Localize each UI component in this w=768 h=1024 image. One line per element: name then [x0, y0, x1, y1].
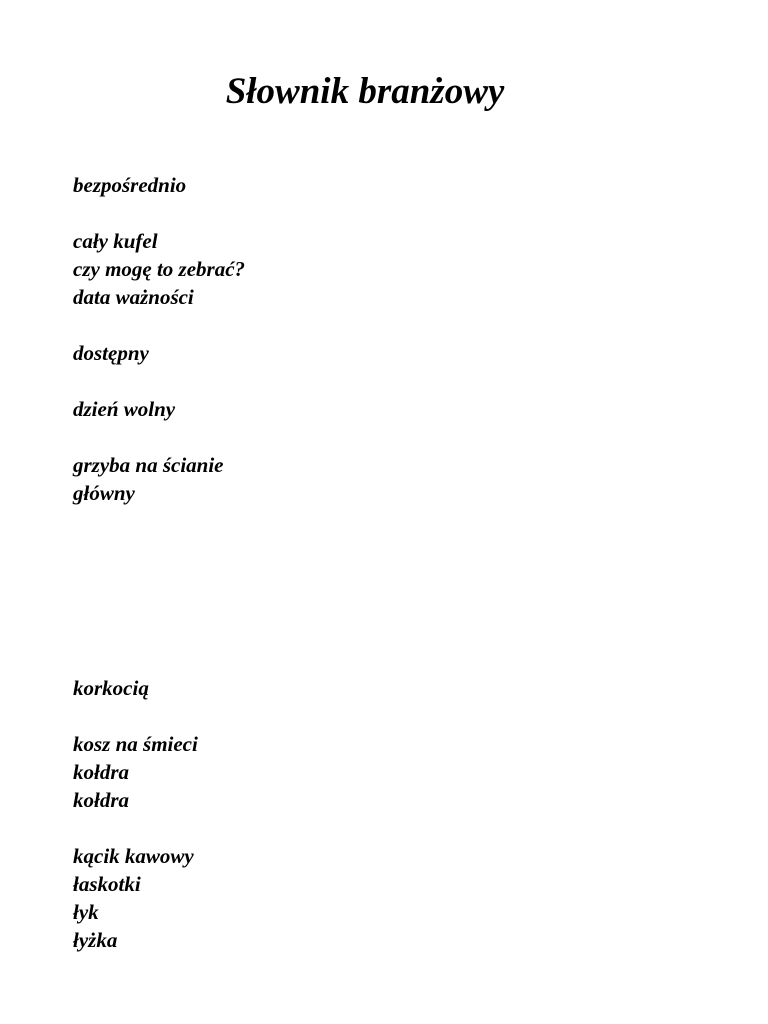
glossary-entry: dzień wolny: [73, 397, 176, 421]
glossary-entry: kosz na śmieci: [73, 732, 198, 756]
page-title: Słownik branżowy: [225, 71, 505, 112]
glossary-entry: kołdra: [73, 788, 130, 812]
glossary-entry: bezpośrednio: [73, 173, 187, 197]
glossary-entry: data ważności: [73, 285, 194, 309]
glossary-entry: główny: [73, 481, 135, 505]
glossary-entry: łyżka: [73, 928, 118, 952]
glossary-entry: łaskotki: [73, 872, 141, 896]
glossary-entry: grzyba na ścianie: [73, 453, 224, 477]
glossary-entry: dostępny: [73, 341, 149, 365]
glossary-entry: kącik kawowy: [73, 844, 194, 868]
glossary-entry: kołdra: [73, 760, 130, 784]
glossary-entry: łyk: [73, 900, 99, 924]
glossary-entry: korkocią: [73, 676, 149, 700]
glossary-entry: czy mogę to zebrać?: [73, 257, 246, 281]
glossary-entry: cały kufel: [73, 229, 158, 253]
